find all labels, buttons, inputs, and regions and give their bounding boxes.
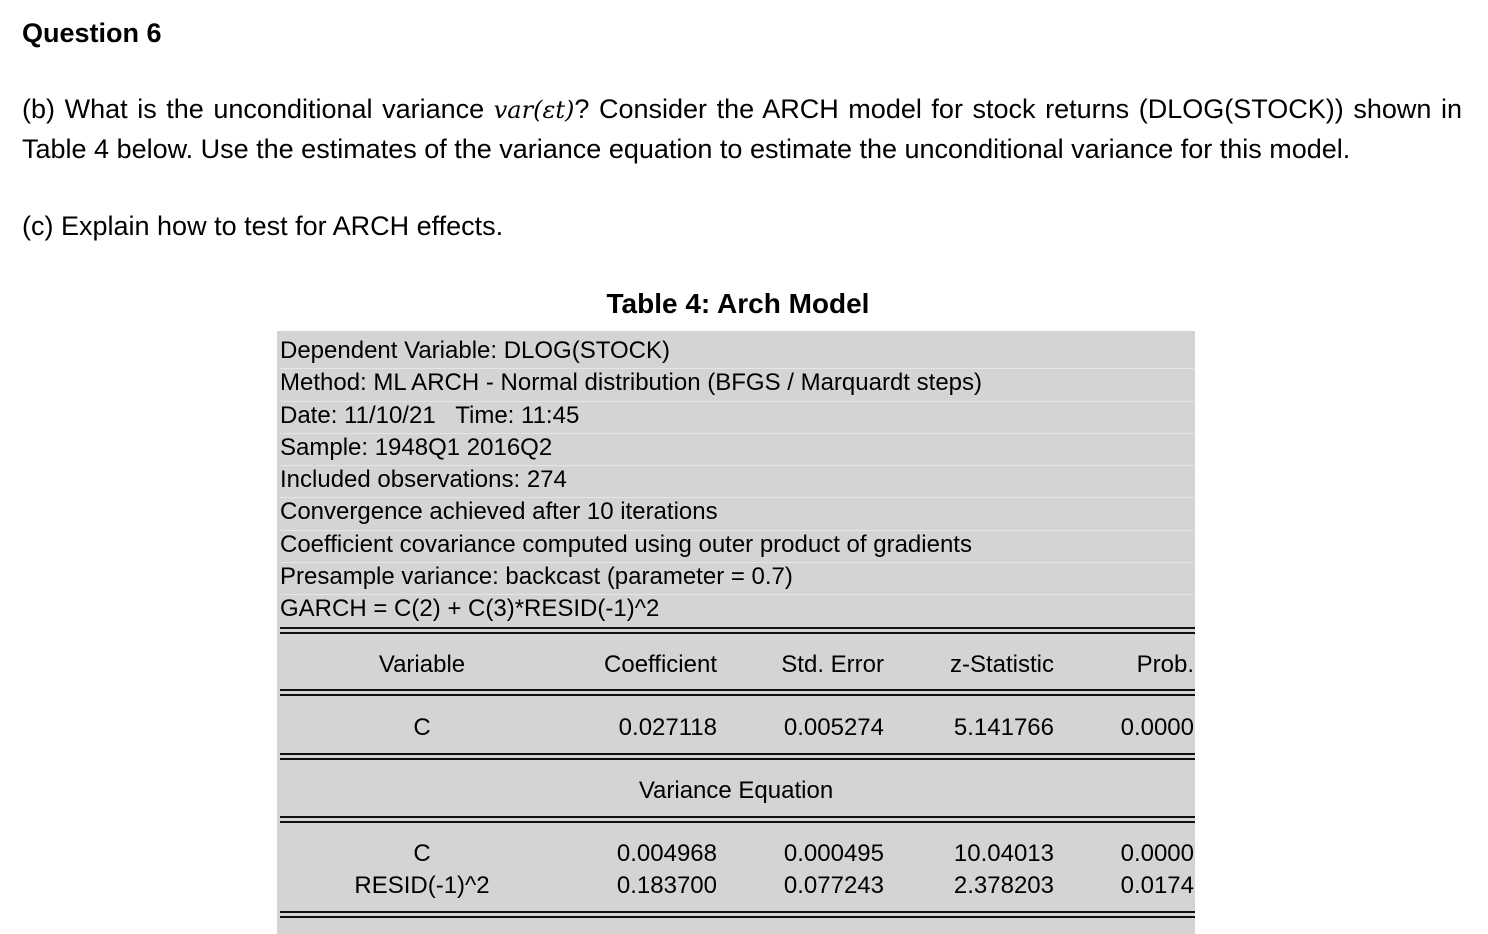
question-part-b (22, 90, 1462, 169)
double-rule (280, 753, 1195, 760)
table-cell: 0.027118 (618, 714, 717, 741)
header-line: GARCH = C(2) + C(3)*RESID(-1)^2 (280, 595, 660, 623)
table-title: Table 4: Arch Model (606, 288, 870, 319)
table-header-info (280, 337, 1194, 627)
header-line: Presample variance: backcast (parameter = 0.7) (280, 563, 1194, 595)
col-header-variable: Variable (378, 651, 466, 678)
double-rule (280, 689, 1195, 696)
col-header-std-error: Std. Error (781, 651, 884, 678)
table-cell: C (413, 714, 431, 741)
table-cell: 0.0174 (1120, 872, 1194, 899)
double-rule (280, 911, 1195, 918)
part-b-prefix: (b) What is the unconditional variance (22, 94, 494, 124)
col-header-coefficient: Coefficient (604, 651, 717, 678)
header-line: Sample: 1948Q1 2016Q2 (280, 434, 1194, 466)
arch-output-table (277, 331, 1195, 934)
table-cell: 0.077243 (783, 872, 884, 899)
table-cell: C (413, 840, 431, 867)
table-cell: 0.0000 (1120, 840, 1194, 867)
table-cell: 2.378203 (953, 872, 1054, 899)
table-cell: 0.000495 (783, 840, 884, 867)
header-line: Dependent Variable: DLOG(STOCK) (280, 337, 1194, 369)
question-title: Question 6 (22, 18, 162, 48)
header-line: Method: ML ARCH - Normal distribution (BFGS / Marquardt steps) (280, 369, 1194, 401)
table-cell: 0.183700 (616, 872, 717, 899)
part-b-suffix: ? Consider the ARCH model for stock returns (DLOG(STOCK)) shown in Table 4 below. Use the estimates of the variance equation to estimate the unconditional variance for this model. (22, 94, 1462, 164)
question-part-c: (c) Explain how to test for ARCH effects. (22, 211, 504, 241)
header-line: Date: 11/10/21 Time: 11:45 (280, 402, 1194, 434)
table-cell: RESID(-1)^2 (354, 872, 490, 899)
double-rule (280, 816, 1195, 823)
part-b-math: var(εt) (493, 96, 575, 124)
table-cell: 0.005274 (783, 714, 884, 741)
table-cell: 0.004968 (616, 840, 717, 867)
header-line: Coefficient covariance computed using outer product of gradients (280, 531, 1194, 563)
table-cell: 10.04013 (953, 840, 1054, 867)
variance-equation-label: Variance Equation (638, 777, 834, 804)
col-header-z-statistic: z-Statistic (949, 651, 1054, 678)
table-cell: 5.141766 (953, 714, 1054, 741)
col-header-prob: Prob. (1136, 651, 1194, 678)
header-line: Convergence achieved after 10 iterations (280, 498, 1194, 530)
table-cell: 0.0000 (1120, 714, 1194, 741)
header-line: Included observations: 274 (280, 466, 1194, 498)
double-rule (280, 627, 1195, 634)
